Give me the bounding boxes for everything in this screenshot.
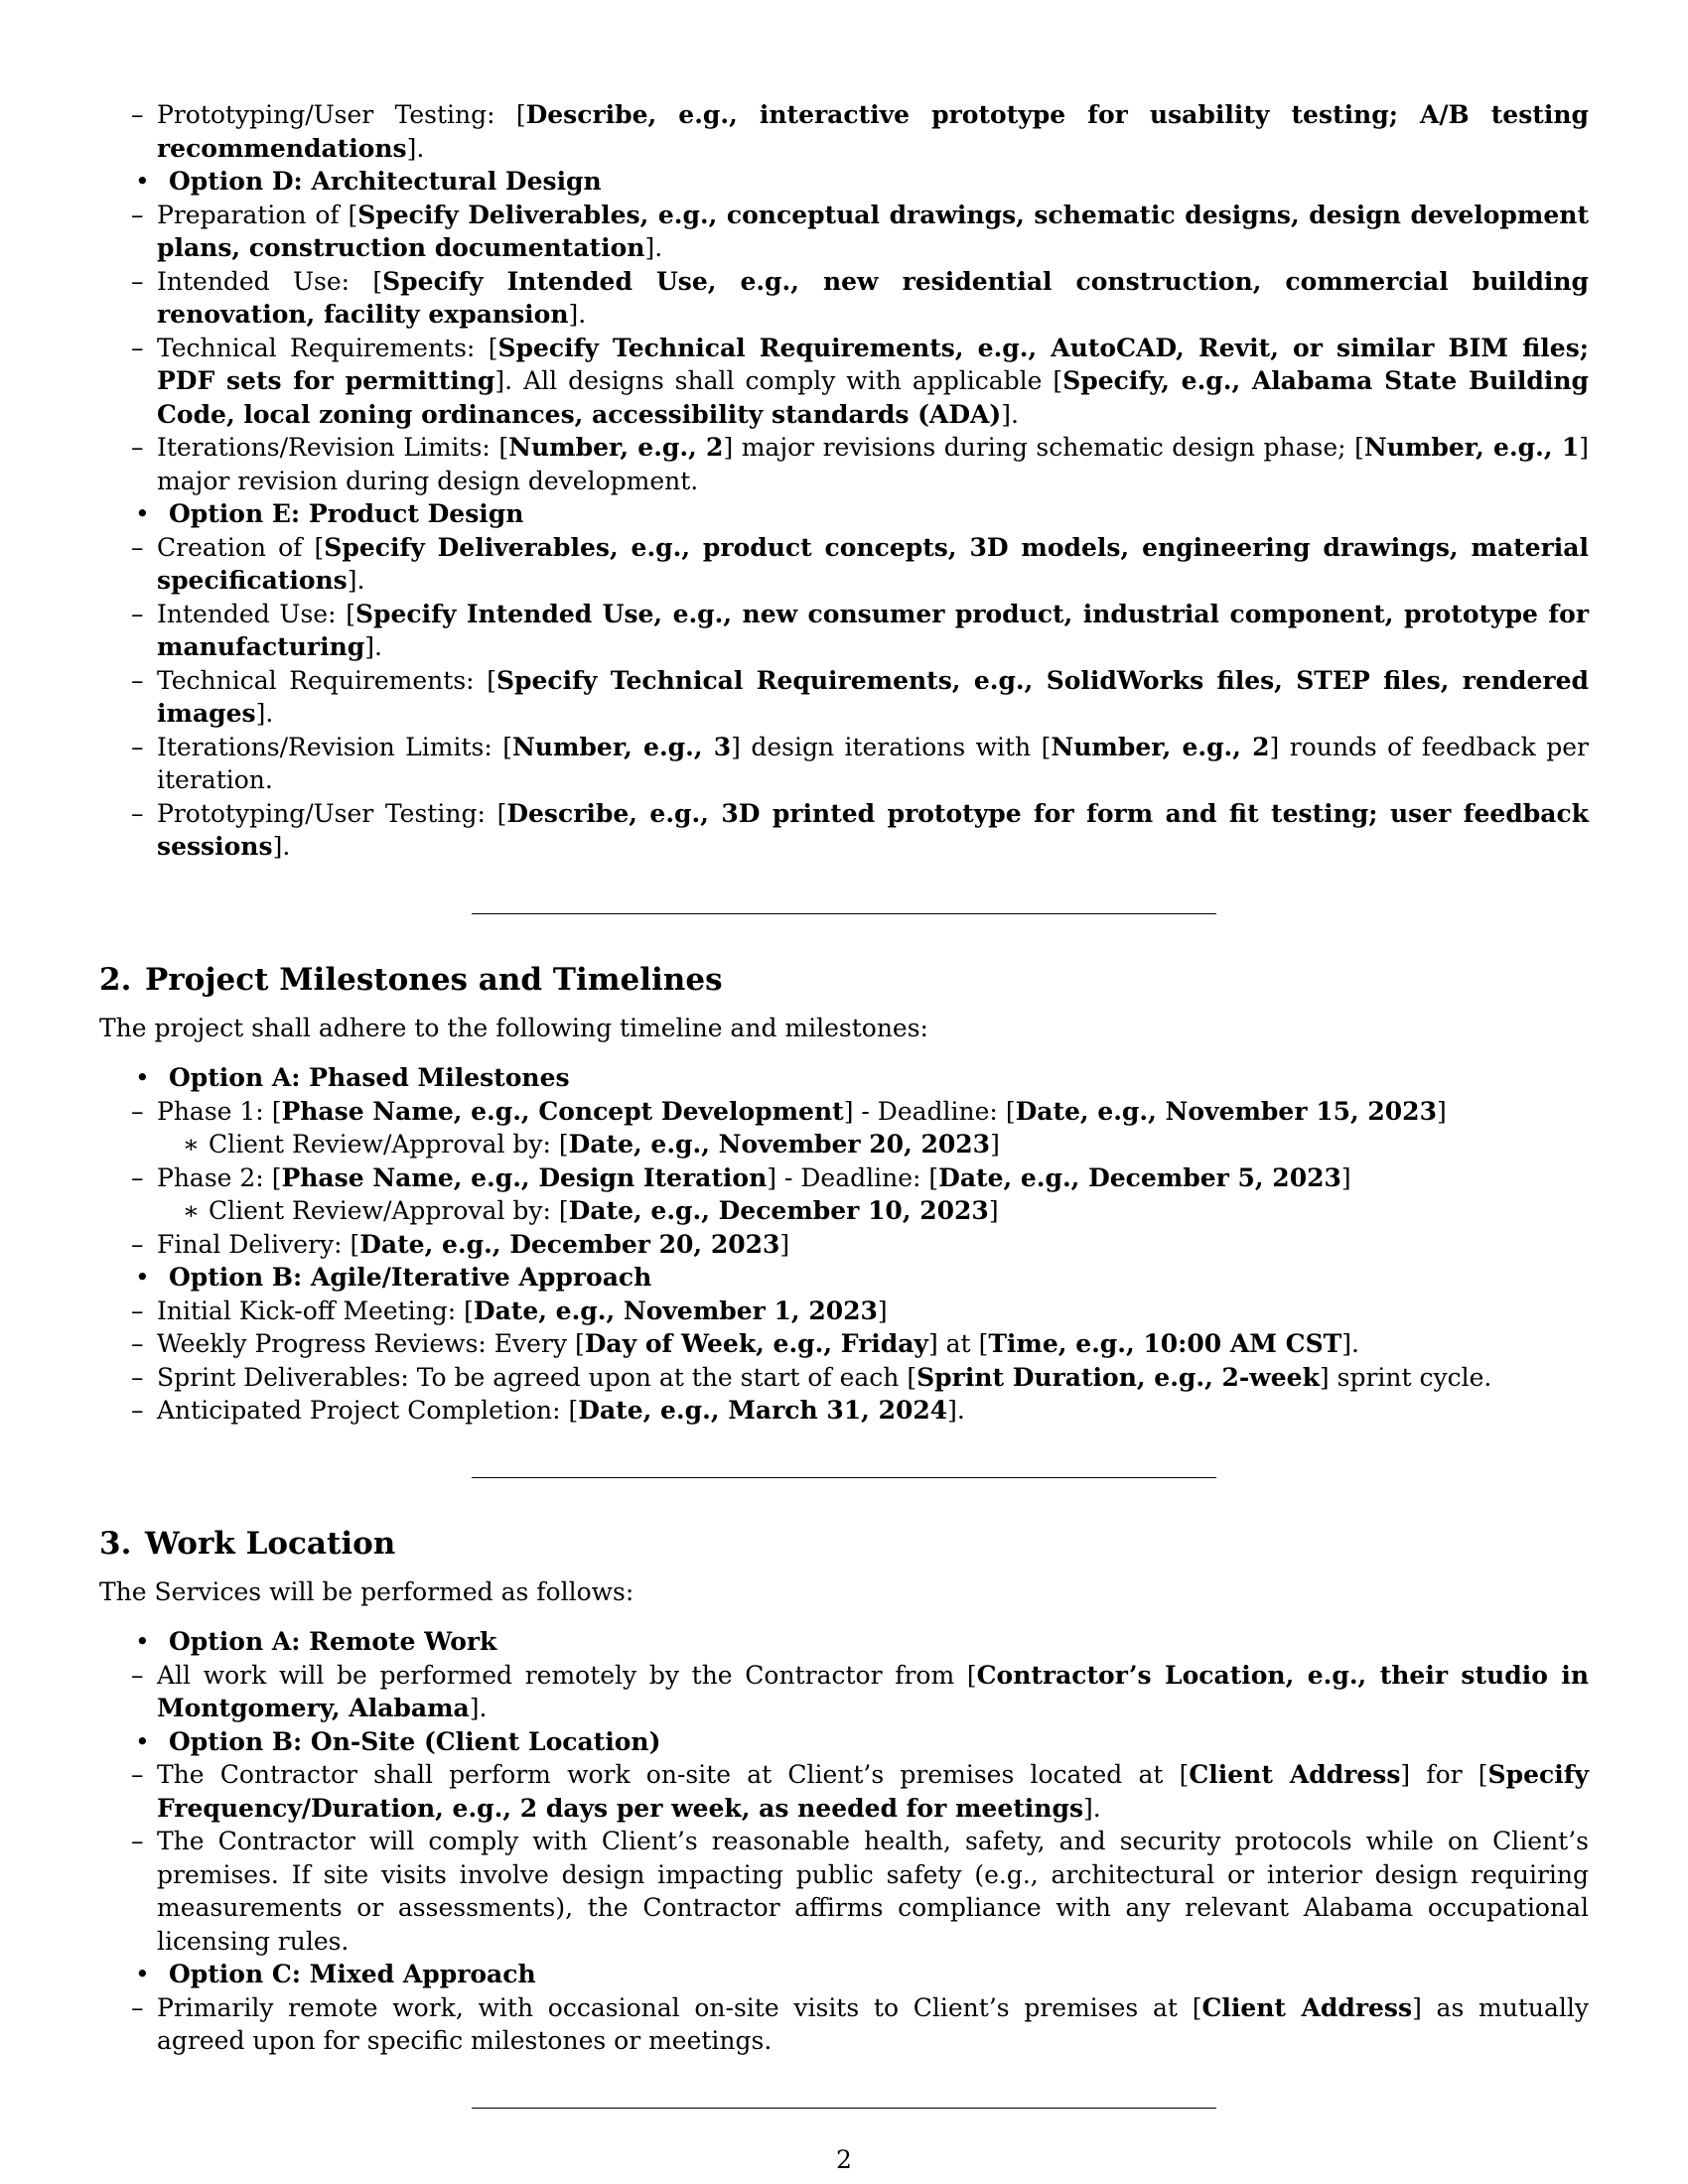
section-intro: The Services will be performed as follows:	[99, 1576, 634, 1606]
page-number: 2	[836, 2145, 852, 2174]
list-item: – All work will be performed remotely by the Contractor from [Contractor’s Location, e.g., their studio in Montgomery, Alabama].	[99, 1659, 1589, 1725]
option-d-title: Option D: Architectural Design	[169, 167, 602, 196]
milestone-options	[99, 1061, 1589, 1428]
list-item: – Anticipated Project Completion: [Date, e.g., March 31, 2024].	[99, 1394, 1589, 1428]
list-item: – The Contractor will comply with Client’s reasonable health, safety, and security protocols while on Client’s premises. If site visits involve design impacting public safety (e.g., architectural or interior design requiring measurements or assessments), the Contractor affirms compliance with any relevant Alabama occupational licensing rules.	[99, 1825, 1589, 1958]
option-e-title: Option E: Product Design	[169, 499, 524, 528]
option-title: Option B: On-Site (Client Location)	[169, 1726, 661, 1756]
location-options	[99, 1625, 1589, 2058]
list-item: – Weekly Progress Reviews: Every [Day of Week, e.g., Friday] at [Time, e.g., 10:00 AM CST].	[99, 1327, 1589, 1361]
section-heading: 2. Project Milestones and Timelines	[99, 961, 723, 998]
option-e	[99, 497, 1589, 864]
list-item: – Phase 2: [Phase Name, e.g., Design Iteration] - Deadline: [Date, e.g., December 5, 2023] ∗ Client Review/Approval by: [Date, e.g., December 10, 2023]	[99, 1161, 1589, 1228]
list-item: – Intended Use: [Specify Intended Use, e.g., new consumer product, industrial component, prototype for manufacturing].	[99, 598, 1589, 664]
list-item: – Initial Kick-off Meeting: [Date, e.g., November 1, 2023]	[99, 1295, 1589, 1328]
list-item: ∗ Client Review/Approval by: [Date, e.g., November 20, 2023]	[157, 1128, 1589, 1161]
section1-options-continued	[99, 98, 1589, 864]
list-item: – Iterations/Revision Limits: [Number, e.g., 2] major revisions during schematic design phase; [Number, e.g., 1] major revision during design development.	[99, 431, 1589, 497]
location-option-b	[99, 1725, 1589, 1959]
option-c-tail	[99, 98, 1589, 165]
milestone-option-b	[99, 1261, 1589, 1428]
option-title: Option A: Remote Work	[169, 1627, 497, 1656]
horizontal-divider	[472, 1477, 1216, 1478]
list-item: – Creation of [Specify Deliverables, e.g., product concepts, 3D models, engineering drawings, material specifications].	[99, 531, 1589, 598]
option-title: Option A: Phased Milestones	[169, 1063, 570, 1092]
list-item: – Iterations/Revision Limits: [Number, e.g., 3] design iterations with [Number, e.g., 2] rounds of feedback per iteration.	[99, 731, 1589, 797]
horizontal-divider	[472, 913, 1216, 914]
list-item: – Technical Requirements: [Specify Technical Requirements, e.g., SolidWorks files, STEP files, rendered images].	[99, 664, 1589, 731]
list-item: – Preparation of [Specify Deliverables, e.g., conceptual drawings, schematic designs, design development plans, construction documentation].	[99, 199, 1589, 265]
section-heading: 3. Work Location	[99, 1525, 396, 1562]
location-option-a	[99, 1625, 1589, 1725]
list-item: – Primarily remote work, with occasional on-site visits to Client’s premises at [Client Address] as mutually agreed upon for specific milestones or meetings.	[99, 1991, 1589, 2058]
option-title: Option B: Agile/Iterative Approach	[169, 1263, 652, 1292]
list-item: – Prototyping/User Testing: [Describe, e.g., 3D printed prototype for form and fit testing; user feedback sessions].	[99, 797, 1589, 864]
page-content	[99, 98, 1589, 2109]
section-intro: The project shall adhere to the following timeline and milestones:	[99, 1013, 928, 1042]
list-item: – Final Delivery: [Date, e.g., December 20, 2023]	[99, 1228, 1589, 1262]
horizontal-divider	[472, 2108, 1216, 2109]
list-item: – Sprint Deliverables: To be agreed upon at the start of each [Sprint Duration, e.g., 2-week] sprint cycle.	[99, 1361, 1589, 1395]
option-title: Option C: Mixed Approach	[169, 1960, 536, 1988]
list-item: – Prototyping/User Testing: [Describe, e.g., interactive prototype for usability testing; A/B testing recommendations].	[99, 98, 1589, 165]
list-item: – The Contractor shall perform work on-site at Client’s premises located at [Client Address] for [Specify Frequency/Duration, e.g., 2 days per week, as needed for meetings].	[99, 1758, 1589, 1825]
list-item: – Phase 1: [Phase Name, e.g., Concept Development] - Deadline: [Date, e.g., November 15, 2023] ∗ Client Review/Approval by: [Date, e.g., November 20, 2023]	[99, 1095, 1589, 1161]
list-item: – Intended Use: [Specify Intended Use, e.g., new residential construction, commercial building renovation, facility expansion].	[99, 265, 1589, 332]
milestone-option-a	[99, 1061, 1589, 1261]
option-d	[99, 165, 1589, 497]
list-item: ∗ Client Review/Approval by: [Date, e.g., December 10, 2023]	[157, 1194, 1589, 1228]
location-option-c	[99, 1958, 1589, 2058]
list-item: – Technical Requirements: [Specify Technical Requirements, e.g., AutoCAD, Revit, or similar BIM files; PDF sets for permitting]. All designs shall comply with applicable [Specify, e.g., Alabama State Building Code, local zoning ordinances, accessibility standards (ADA)].	[99, 332, 1589, 432]
